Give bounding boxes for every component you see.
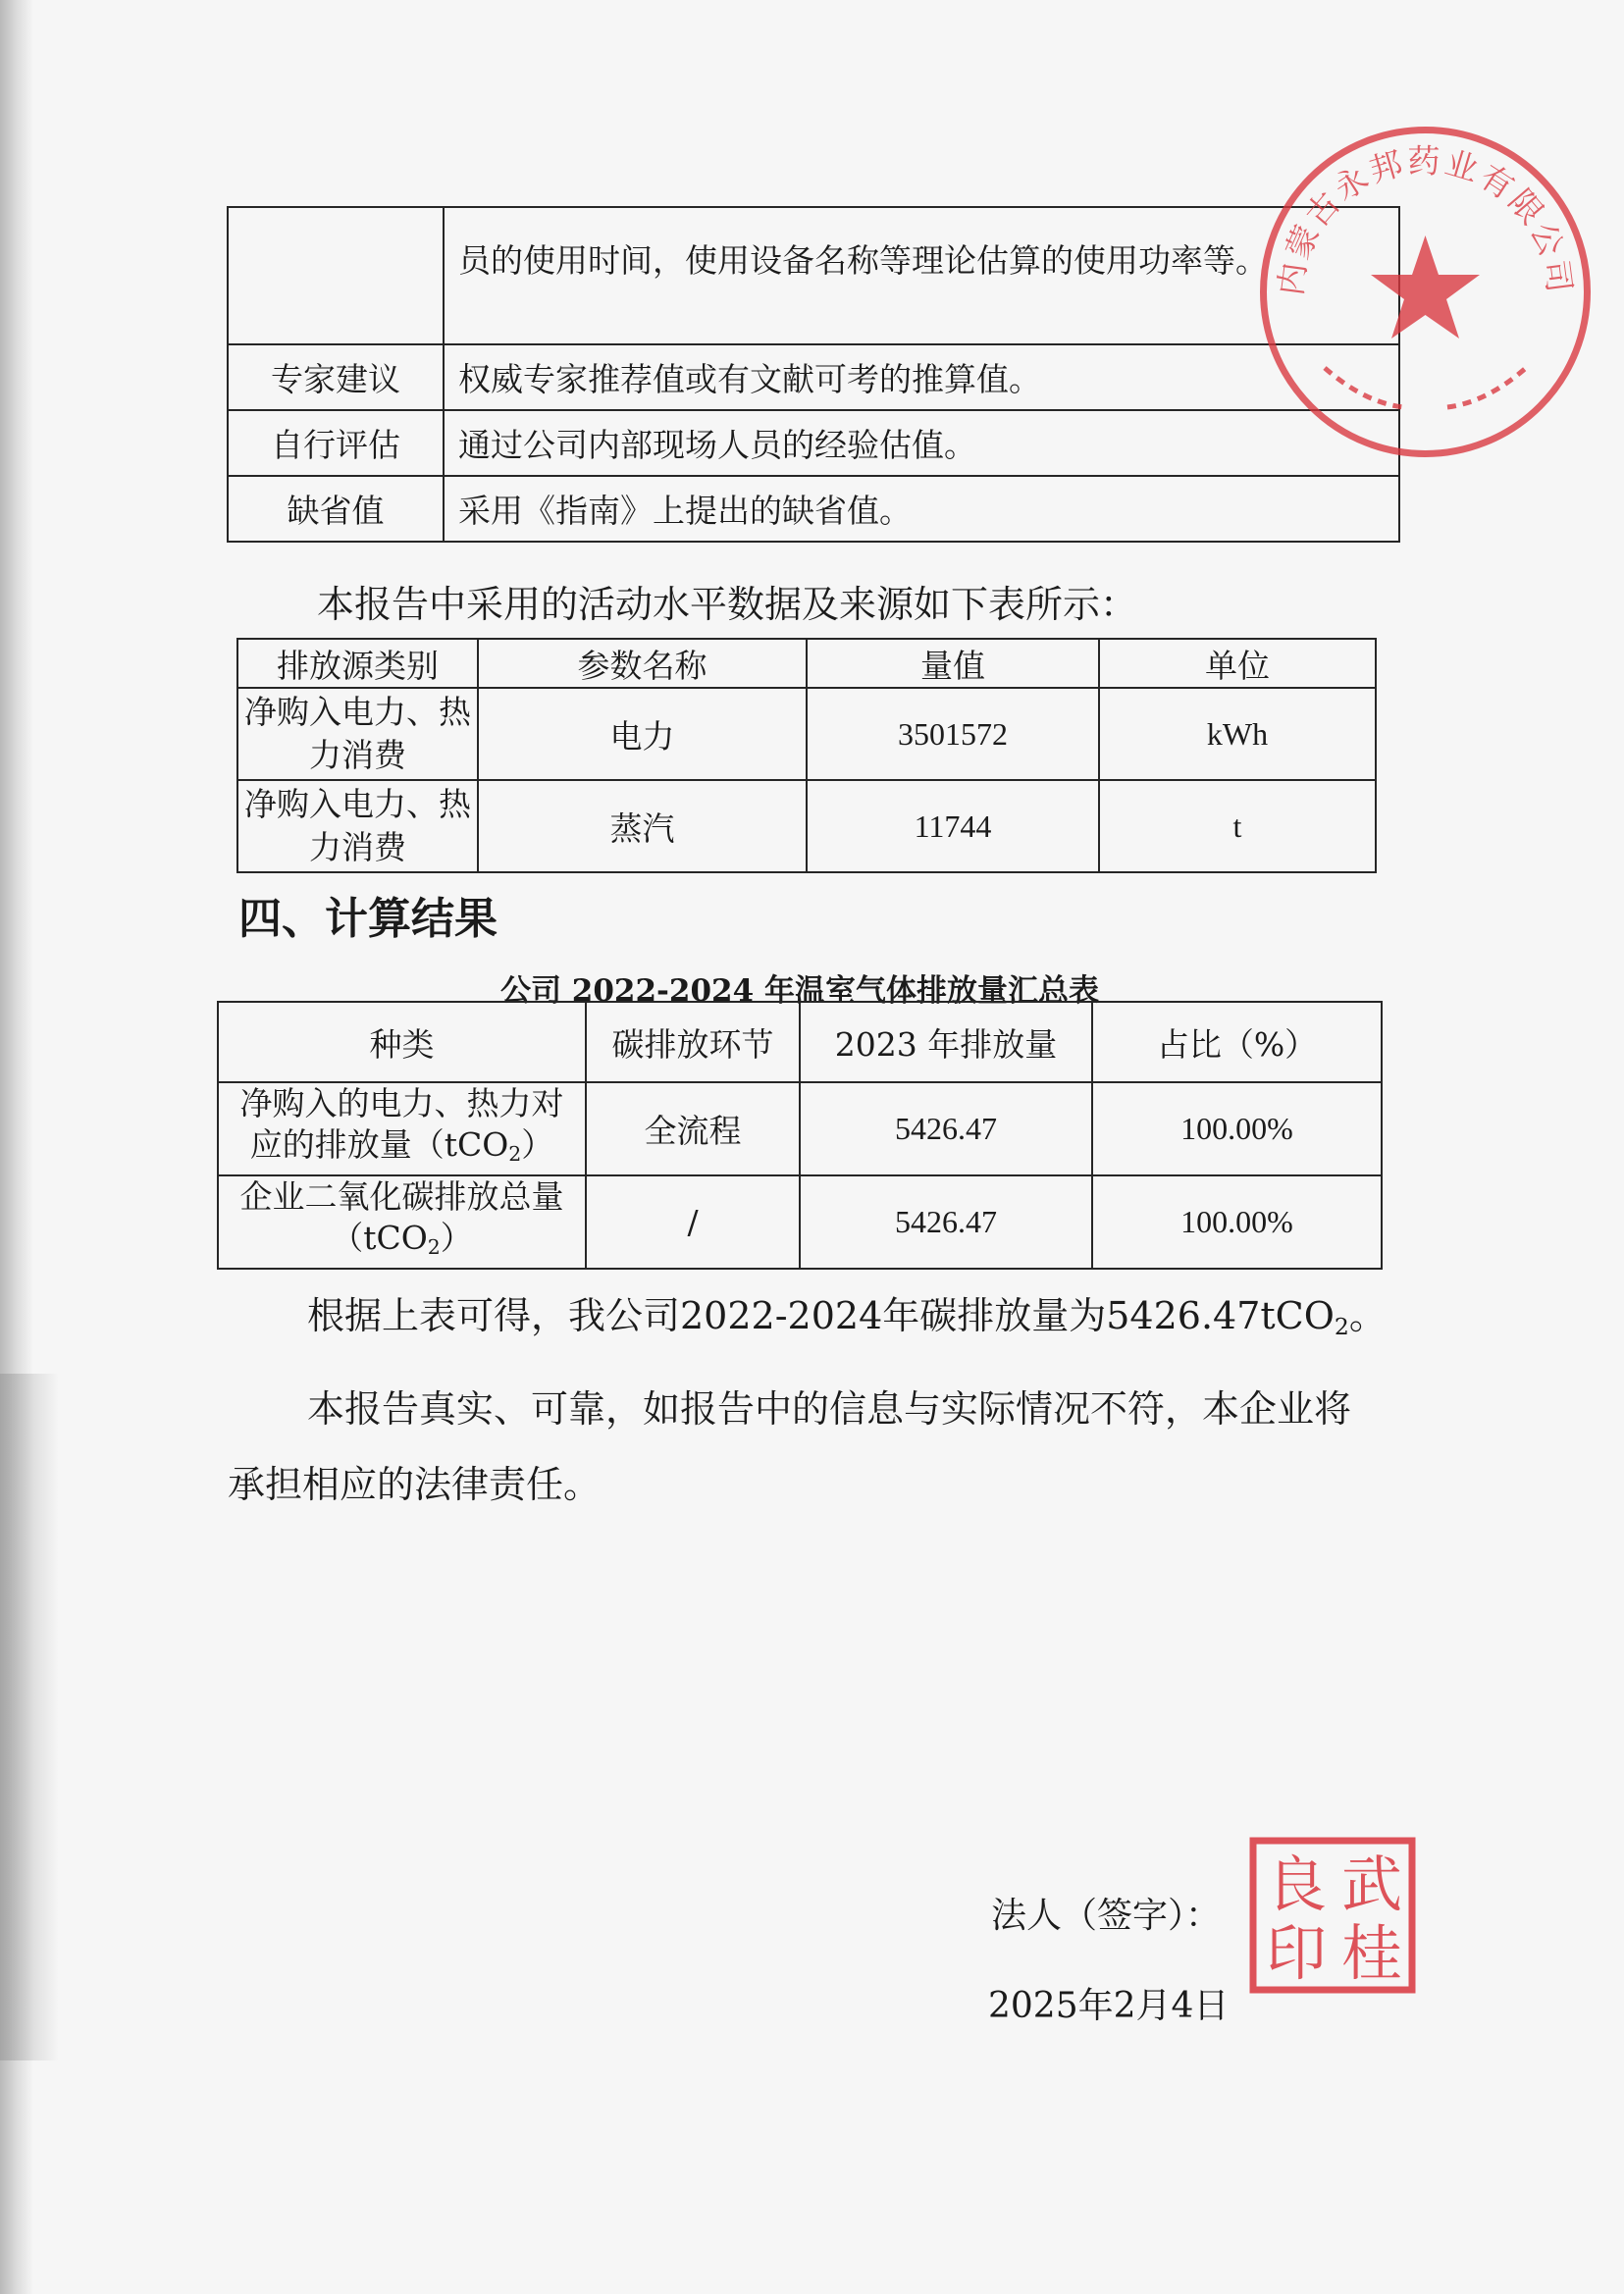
table-cell: 缺省值 [228, 476, 444, 542]
table-cell: 通过公司内部现场人员的经验估值。 [444, 410, 1399, 476]
section-heading: 四、计算结果 [238, 894, 498, 944]
table-cell [228, 207, 444, 344]
table-row [228, 207, 1399, 344]
column-header: 占比（%） [1092, 1002, 1382, 1082]
kind-text: ） [521, 1125, 554, 1164]
table-cell: 净购入电力、热力消费 [237, 688, 478, 780]
table-cell: 采用《指南》上提出的缺省值。 [444, 476, 1399, 542]
table-row [237, 780, 1376, 872]
table-header-row [218, 1002, 1382, 1082]
signature-label: 法人（签字）： [991, 1896, 1222, 1936]
subscript: 2 [1334, 1312, 1349, 1340]
table-cell: 自行评估 [228, 410, 444, 476]
table-cell: 员的使用时间，使用设备名称等理论估算的使用功率等。 [444, 207, 1399, 344]
table-cell: 100.00% [1092, 1175, 1382, 1269]
table-row [218, 1082, 1382, 1175]
data-source-table [227, 206, 1400, 543]
seal-char: 印 [1265, 1917, 1328, 1989]
table-cell: 专家建议 [228, 344, 444, 410]
table-row [218, 1175, 1382, 1269]
table-cell: kWh [1099, 688, 1376, 780]
table-caption: 公司 2022-2024 年温室气体排放量汇总表 [499, 973, 1099, 1009]
kind-line [219, 1218, 585, 1268]
table-cell [218, 1082, 586, 1175]
signature-date: 2025年2月4日 [988, 1986, 1230, 2026]
seal-char: 武 [1340, 1849, 1403, 1920]
table-row [228, 410, 1399, 476]
seal-company-text: 内蒙古永邦药业有限公司 [1271, 141, 1580, 298]
company-seal [1256, 123, 1595, 461]
table-cell: 蒸汽 [478, 780, 807, 872]
declaration-line-1: 本报告真实、可靠，如报告中的信息与实际情况不符，本企业将 [307, 1387, 1352, 1431]
table-cell: / [586, 1175, 800, 1269]
table-row [237, 688, 1376, 780]
kind-text: 应的排放量（tCO [249, 1125, 509, 1164]
declaration-line-2: 承担相应的法律责任。 [228, 1463, 602, 1506]
column-header: 2023 年排放量 [800, 1002, 1092, 1082]
seal-mongolian-script [1325, 368, 1526, 407]
column-header: 量值 [807, 639, 1099, 688]
seal-char: 良 [1265, 1849, 1328, 1920]
table-cell: 100.00% [1092, 1082, 1382, 1175]
table-cell: t [1099, 780, 1376, 872]
table-cell: 全流程 [586, 1082, 800, 1175]
table-cell: 净购入电力、热力消费 [237, 780, 478, 872]
table-header-row [237, 639, 1376, 688]
activity-data-table [236, 638, 1377, 873]
table-row [228, 476, 1399, 542]
kind-text: ） [440, 1219, 473, 1258]
column-header: 排放源类别 [237, 639, 478, 688]
kind-text: （tCO [331, 1219, 428, 1258]
seal-char: 桂 [1340, 1917, 1403, 1989]
kind-line [219, 1124, 585, 1174]
kind-line: 净购入的电力、热力对 [239, 1084, 564, 1122]
table-cell [218, 1175, 586, 1269]
activity-intro: 本报告中采用的活动水平数据及来源如下表所示： [317, 583, 1138, 626]
emission-summary-table [217, 1001, 1383, 1270]
conclusion-text [307, 1285, 1387, 1340]
column-header: 单位 [1099, 639, 1376, 688]
table-cell: 3501572 [807, 688, 1099, 780]
column-header: 碳排放环节 [586, 1002, 800, 1082]
seal-star-icon [1371, 235, 1480, 339]
personal-seal [1249, 1837, 1416, 1994]
table-cell: 权威专家推荐值或有文献可考的推算值。 [444, 344, 1399, 410]
table-cell: 5426.47 [800, 1082, 1092, 1175]
kind-line: 企业二氧化碳排放总量 [239, 1177, 564, 1217]
table-cell: 5426.47 [800, 1175, 1092, 1269]
conclusion-end: 。 [1348, 1294, 1387, 1337]
scan-shadow-lower [0, 1374, 59, 2060]
conclusion-main: 根据上表可得，我公司2022-2024年碳排放量为5426.47tCO [307, 1294, 1335, 1337]
subscript: 2 [427, 1235, 441, 1260]
table-row [228, 344, 1399, 410]
table-cell: 电力 [478, 688, 807, 780]
column-header: 种类 [218, 1002, 586, 1082]
subscript: 2 [508, 1142, 522, 1167]
table-cell: 11744 [807, 780, 1099, 872]
column-header: 参数名称 [478, 639, 807, 688]
